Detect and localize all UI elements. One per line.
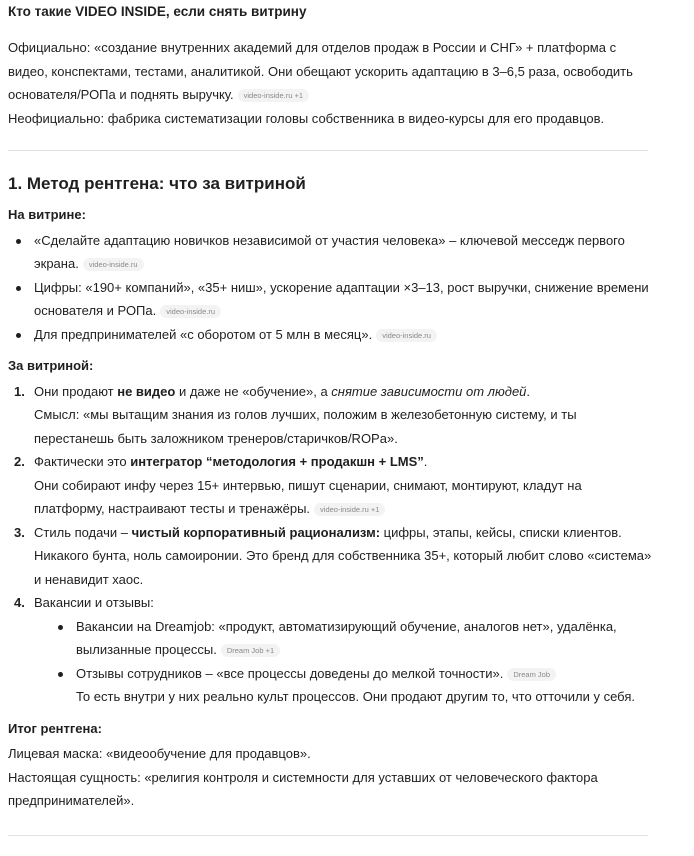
item-text: Вакансии на Dreamjob: «продукт, автоматизирующий обучение, аналогов нет», удалёнка, вылизанные процессы. [76,618,617,657]
item-text: Отзывы сотрудников – «все процессы доведены до мелкой точности». [76,665,504,681]
source-chip[interactable]: video-inside.ru [376,329,437,342]
list-item [14,521,653,592]
item-text: . [423,454,428,469]
item-text: цифры, этапы, кейсы, списки клиентов. Никакого бунта, ноль самоиронии. Это бренд для собственника 35+, который любит слово «система» и ненавидит хаос. [34,524,652,587]
item-italic: снятие зависимости от людей [331,383,527,399]
item-detail: То есть внутри у них реально культ процессов. Они продают другим то, что отточили у себя. [76,689,635,704]
item-text: Цифры: «190+ компаний», «35+ ниш», ускорение адаптации ×3–13, рост выручки, снижение времени основателя и РОПа. [34,279,649,318]
list-item [76,615,653,662]
item-number: 1. [14,383,25,399]
source-chip[interactable]: video-inside.ru [83,258,144,271]
item-text: Стиль подачи – [34,524,132,540]
source-chip[interactable]: video-inside.ru +1 [238,89,309,102]
item-detail: Они собирают инфу через 15+ интервью, пишут сценарии, снимают, монтируют, кладут на платформу, настраивают тесты и тренажёры. [34,477,582,516]
behind-list [8,380,653,709]
source-chip[interactable]: Dream Job +1 [221,644,280,657]
item-text: Они продают [34,383,118,399]
sub-list [34,615,653,709]
item-text: Вакансии и отзывы: [34,595,154,610]
list-item [14,380,653,451]
item-detail: Смысл: «мы вытащим знания из голов лучших, положим в железобетонную систему, и ты перестанешь быть заложником тренеров/старичков/ROPa». [34,407,577,446]
divider [8,150,648,151]
source-chip[interactable]: video-inside.ru [160,305,221,318]
list-item [34,276,653,323]
item-text: . [526,383,531,399]
unofficial-paragraph: Неофициально: фабрика систематизации головы собственника в видео-курсы для его продавцов. [8,110,605,126]
section-heading: 1. Метод рентгена: что за витриной [8,174,306,193]
list-item [34,229,653,276]
item-text: и даже не «обучение», а [175,383,332,399]
item-number: 3. [14,524,25,540]
list-item [76,662,653,709]
item-text: Для предпринимателей «с оборотом от 5 млн в месяц». [34,326,373,342]
list-item [14,450,653,521]
item-text: «Сделайте адаптацию новичков независимой от участия человека» – ключевой месседж первого экрана. [34,232,625,271]
source-chip[interactable]: video-inside.ru +1 [314,503,385,516]
summary-label: Итог рентгена: [8,720,102,736]
summary-line: Настоящая сущность: «религия контроля и системности для уставших от человеческого фактора предпринимателей». [8,769,598,808]
source-chip[interactable]: Dream Job [507,668,556,681]
item-number: 4. [14,595,25,610]
item-bold: не видео [117,383,176,399]
document [8,0,653,856]
document-title: Кто такие VIDEO INSIDE, если снять витрину [8,4,307,19]
item-text: Фактически это [34,454,131,469]
item-bold: интегратор “методология + продакшн + LMS” [130,454,424,469]
official-paragraph [8,36,653,107]
item-bold: чистый корпоративный рационализм: [131,524,381,540]
list-item [14,591,653,709]
list-item [34,323,653,347]
summary-line: Лицевая маска: «видеообучение для продавцов». [8,746,311,761]
storefront-label: На витрине: [8,207,86,222]
divider [8,835,648,836]
official-text: Официально: «создание внутренних академий для отделов продаж в России и СНГ» + платформа с видео, конспектами, тестами, аналитикой. Они обещают ускорить адаптацию в 3–6,5 раза, освободить основателя/РОПа и поднять выручку. [8,40,633,102]
behind-label: За витриной: [8,358,94,373]
item-number: 2. [14,454,25,469]
storefront-list [8,229,653,347]
